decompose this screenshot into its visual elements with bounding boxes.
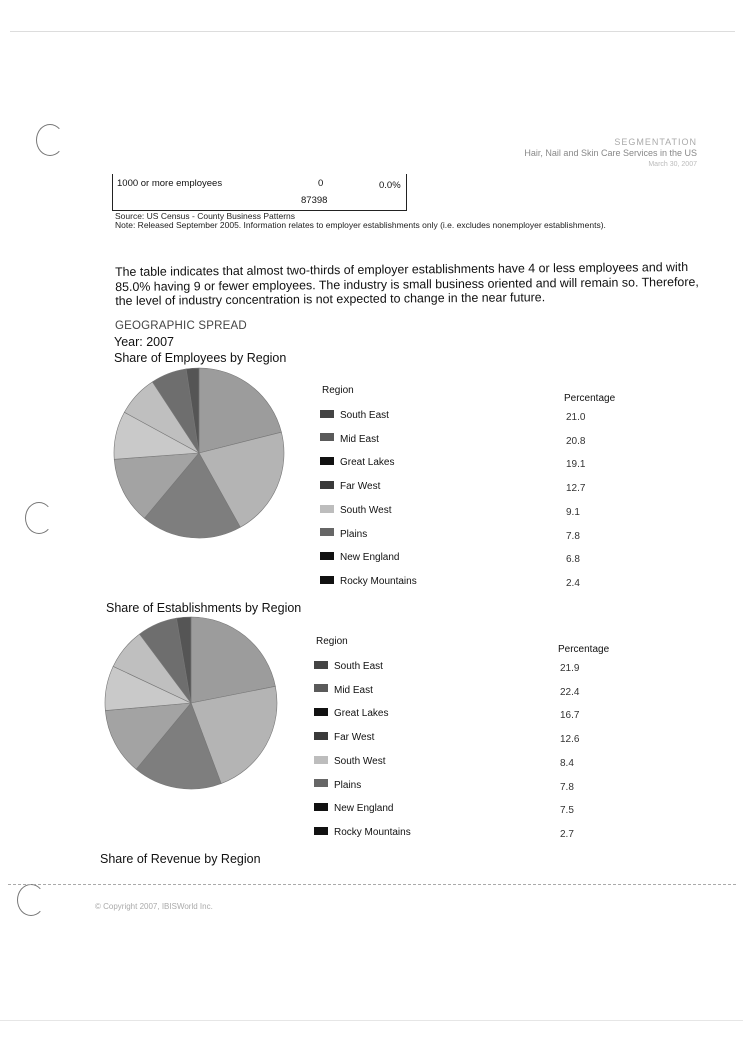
scan-bottom-edge [0, 1020, 743, 1021]
legend-label: Plains [340, 528, 368, 540]
legend-row [314, 727, 374, 745]
pie-establishments [105, 617, 277, 789]
legend-value: 21.0 [566, 412, 586, 423]
legend-row [314, 775, 361, 793]
legend-row [320, 452, 394, 470]
legend-row [320, 405, 389, 423]
legend-swatch [320, 576, 334, 584]
legend-row [314, 751, 386, 769]
legend-swatch [320, 528, 334, 536]
legend-label: Mid East [340, 433, 379, 445]
legend-row [320, 500, 392, 518]
legend-swatch [320, 505, 334, 513]
legend-row [320, 547, 399, 565]
table-row-percent: 0.0% [379, 180, 401, 191]
legend-employees-value-header: Percentage [564, 393, 616, 404]
chart-revenue-title: Share of Revenue by Region [100, 852, 261, 866]
chart-employees-title: Share of Employees by Region [114, 351, 287, 365]
legend-swatch [314, 732, 328, 740]
legend-value: 19.1 [566, 459, 586, 471]
source-text: Source: US Census - County Business Patterns [115, 211, 295, 221]
legend-row [314, 680, 373, 698]
chart-establishments-title: Share of Establishments by Region [106, 601, 302, 615]
pie-employees [114, 368, 284, 538]
legend-value: 9.1 [566, 506, 580, 518]
legend-label: New England [334, 803, 394, 815]
legend-value: 7.8 [560, 781, 574, 793]
table-total: 87398 [301, 195, 328, 206]
legend-value: 7.8 [566, 530, 580, 542]
legend-value: 20.8 [566, 435, 586, 447]
legend-swatch [314, 779, 328, 787]
legend-value: 21.9 [560, 663, 580, 674]
legend-label: New England [340, 552, 400, 564]
section-title: GEOGRAPHIC SPREAD [115, 320, 247, 332]
legend-value: 2.4 [566, 577, 580, 589]
legend-row [320, 524, 367, 542]
legend-swatch [320, 552, 334, 560]
legend-swatch [314, 803, 328, 811]
legend-swatch [314, 708, 328, 716]
note-text: Note: Released September 2005. Information relates to employer establishments only (i.e. excludes nonemployer establishments). [115, 220, 606, 230]
legend-swatch [320, 410, 334, 418]
legend-swatch [320, 481, 334, 489]
legend-value: 6.8 [566, 554, 580, 566]
legend-label: Plains [334, 779, 362, 791]
legend-swatch [320, 457, 334, 465]
legend-label: South West [334, 755, 386, 767]
legend-label: South East [334, 661, 383, 672]
legend-row [320, 429, 379, 447]
legend-row [320, 571, 417, 589]
legend-value: 8.4 [560, 757, 574, 769]
legend-value: 7.5 [560, 805, 574, 817]
legend-label: Rocky Mountains [340, 575, 417, 587]
header-date: March 30, 2007 [648, 161, 697, 168]
legend-establishments-header: Region [316, 636, 348, 647]
legend-value: 12.6 [560, 734, 580, 746]
legend-label: South West [340, 504, 392, 516]
legend-swatch [314, 684, 328, 692]
legend-label: South East [340, 410, 389, 421]
year-label: Year: 2007 [114, 335, 175, 349]
legend-label: Great Lakes [334, 708, 389, 720]
legend-swatch [314, 661, 328, 669]
legend-swatch [314, 827, 328, 835]
legend-label: Rocky Mountains [334, 826, 411, 838]
legend-establishments-value-header: Percentage [558, 644, 610, 655]
legend-value: 12.7 [566, 483, 586, 495]
header-section: SEGMENTATION [614, 137, 697, 147]
legend-label: Great Lakes [340, 457, 395, 469]
legend-swatch [314, 756, 328, 764]
legend-row [314, 822, 411, 840]
body-paragraph: The table indicates that almost two-thirds of employer establishments have 4 or less employees and with 85.0% having 9 or fewer employees. The industry is small business oriented and will remain so. Therefore, the level of industry concentration is not expected to change in the near future. [115, 259, 699, 308]
copyright-text: © Copyright 2007, IBISWorld Inc. [95, 902, 213, 911]
legend-value: 2.7 [560, 828, 574, 840]
legend-value: 22.4 [560, 686, 580, 698]
table-row-count: 0 [318, 178, 324, 189]
legend-label: Far West [340, 481, 381, 493]
legend-row [314, 798, 393, 816]
legend-employees-header: Region [322, 385, 354, 396]
legend-swatch [320, 433, 334, 441]
footer-divider [8, 884, 736, 885]
legend-row [314, 703, 388, 721]
legend-row [320, 476, 380, 494]
legend-row [314, 656, 383, 674]
legend-label: Far West [334, 732, 375, 744]
legend-value: 16.7 [560, 710, 580, 722]
legend-label: Mid East [334, 684, 373, 696]
table-row-label: 1000 or more employees [117, 178, 223, 189]
header-report-title: Hair, Nail and Skin Care Services in the US [524, 148, 697, 158]
